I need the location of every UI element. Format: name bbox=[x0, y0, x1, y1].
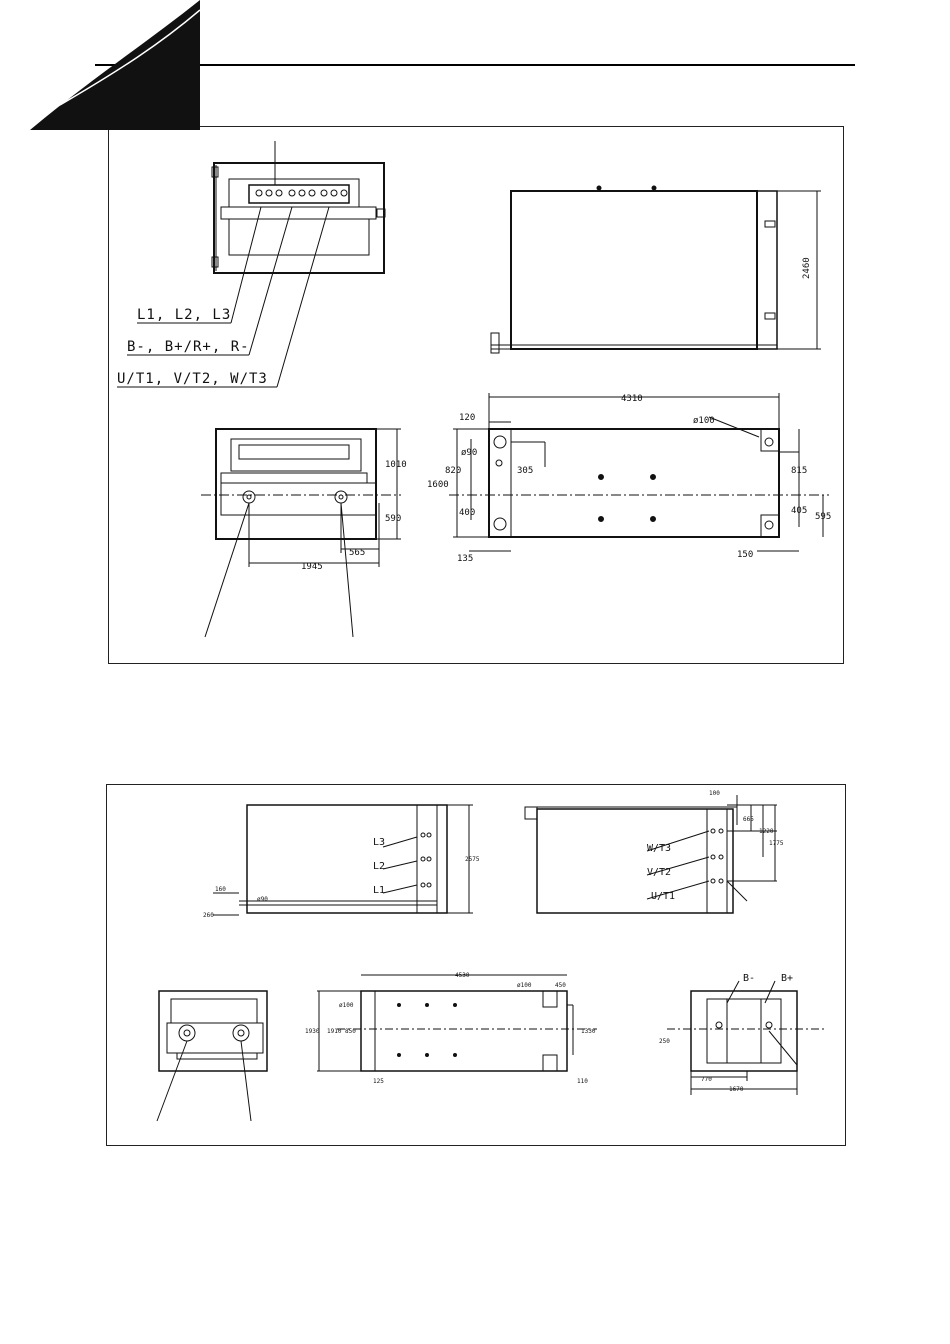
dim-length: 4310 bbox=[621, 394, 643, 404]
dim-side-a: 160 bbox=[215, 886, 226, 893]
dim-top-125: 125 bbox=[373, 1078, 384, 1085]
dim-hole-offset: 305 bbox=[517, 466, 534, 476]
dim-top-slot: 1910 bbox=[327, 1028, 342, 1035]
dim-front-bottom: 590 bbox=[385, 514, 402, 524]
drawing-1-svg bbox=[109, 127, 843, 663]
dim-top-length: 4530 bbox=[455, 972, 470, 979]
dim-gland-offset: 565 bbox=[349, 548, 366, 558]
label-l1: L1 bbox=[373, 885, 386, 896]
dim-top-hole2: ø100 bbox=[339, 1002, 354, 1009]
dim-gland-span: 1945 bbox=[301, 562, 323, 572]
dim-width: 1600 bbox=[427, 480, 449, 490]
dim-end-1670: 1670 bbox=[729, 1086, 744, 1093]
dim-top-1330: 1330 bbox=[581, 1028, 596, 1035]
dim-end-250: 250 bbox=[659, 1038, 670, 1045]
dim-top-110: 110 bbox=[577, 1078, 588, 1085]
label-b-plus: B+ bbox=[781, 973, 794, 984]
dim-right-lower: 405 bbox=[791, 506, 808, 516]
dim-slot-lower: 400 bbox=[459, 508, 476, 518]
dim-side-hole: ø90 bbox=[257, 896, 268, 903]
dim-front-top: 1010 bbox=[385, 460, 407, 470]
dim-bottom-right: 150 bbox=[737, 550, 754, 560]
dim-bottom-left: 135 bbox=[457, 554, 474, 564]
dim-side-height: 2575 bbox=[465, 856, 480, 863]
dim-top-450: 450 bbox=[555, 982, 566, 989]
top-view bbox=[449, 393, 832, 551]
dim-r-100: 100 bbox=[709, 790, 720, 797]
drawing-panel-2 bbox=[106, 784, 846, 1146]
drawing-panel-1 bbox=[108, 126, 844, 664]
side-view bbox=[491, 186, 821, 353]
dim-top-width: 1930 bbox=[305, 1028, 320, 1035]
dim-slot-span: 820 bbox=[445, 466, 462, 476]
side-view-left bbox=[213, 805, 473, 915]
drawing-2-svg bbox=[107, 785, 845, 1145]
dim-hole-large: ø100 bbox=[693, 416, 715, 426]
corner-swoosh-graphic bbox=[0, 0, 200, 130]
dim-end-770: 770 bbox=[701, 1076, 712, 1083]
dim-right-upper: 815 bbox=[791, 466, 808, 476]
dim-right-outer: 595 bbox=[815, 512, 832, 522]
label-line-terminals: L1, L2, L3 bbox=[137, 307, 232, 323]
dim-side-b: 260 bbox=[203, 912, 214, 919]
dim-left-edge: 120 bbox=[459, 413, 476, 423]
dim-height: 2460 bbox=[802, 257, 812, 279]
dim-r-665: 665 bbox=[743, 816, 754, 823]
dim-hole-small: ø90 bbox=[461, 448, 478, 458]
label-l3: L3 bbox=[373, 837, 386, 848]
label-w: W/T3 bbox=[647, 843, 672, 854]
label-b-minus: B- bbox=[743, 973, 756, 984]
label-brake-terminals: B-, B+/R+, R- bbox=[127, 339, 250, 355]
label-motor-terminals: U/T1, V/T2, W/T3 bbox=[117, 371, 268, 387]
dim-r-1775: 1775 bbox=[769, 840, 784, 847]
top-view-2 bbox=[317, 975, 597, 1071]
dim-top-hole: ø100 bbox=[517, 982, 532, 989]
dim-top-850: 850 bbox=[345, 1028, 356, 1035]
label-v: V/T2 bbox=[647, 867, 672, 878]
end-view bbox=[667, 981, 827, 1095]
label-l2: L2 bbox=[373, 861, 386, 872]
dim-r-1220: 1220 bbox=[759, 828, 774, 835]
page-header-rule bbox=[95, 64, 855, 66]
front-view-2 bbox=[157, 991, 267, 1121]
front-view-bottom bbox=[201, 429, 401, 637]
label-u: U/T1 bbox=[651, 891, 676, 902]
